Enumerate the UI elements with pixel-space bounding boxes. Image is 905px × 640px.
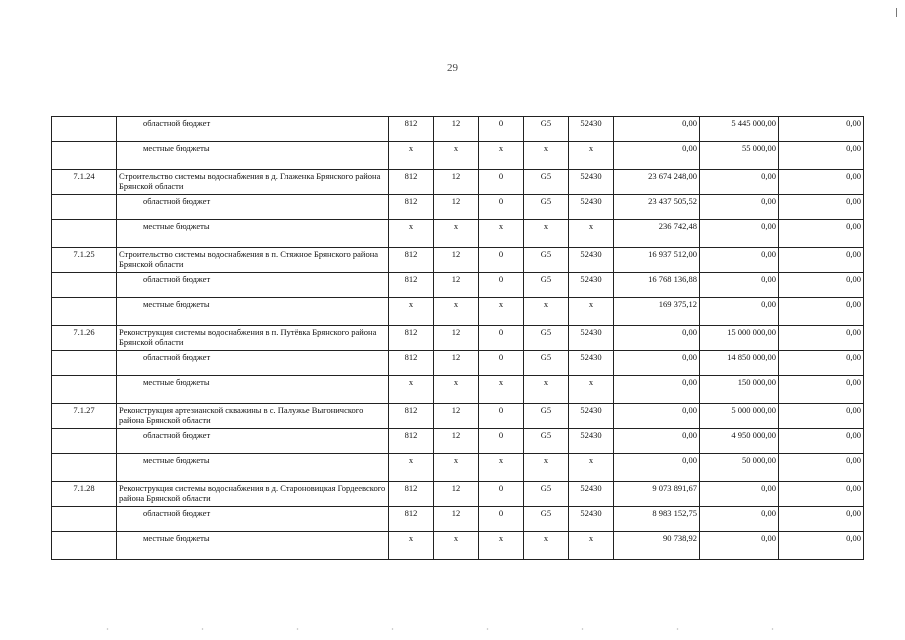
gr-code-cell: x <box>389 298 434 326</box>
program-code-cell: 0 <box>479 170 524 195</box>
budget-source-row <box>52 376 864 404</box>
direction-code-cell: 52430 <box>569 248 614 273</box>
row-name-cell: местные бюджеты <box>117 220 389 248</box>
project-code-cell: G5 <box>524 351 569 376</box>
project-code-cell: G5 <box>524 248 569 273</box>
gr-code-cell: 812 <box>389 429 434 454</box>
amount-1-cell: 0,00 <box>614 351 700 376</box>
scan-corner-mark <box>896 8 897 17</box>
amount-3-cell: 0,00 <box>779 351 864 376</box>
amount-3-cell: 0,00 <box>779 482 864 507</box>
amount-3-cell: 0,00 <box>779 454 864 482</box>
amount-2-cell: 0,00 <box>700 195 779 220</box>
row-number-cell <box>52 532 117 560</box>
budget-source-row <box>52 454 864 482</box>
section-code-cell: 12 <box>434 195 479 220</box>
row-name-cell: Реконструкция системы водоснабжения в п. Путёвка Брянского района Брянской области <box>117 326 389 351</box>
section-code-cell: 12 <box>434 482 479 507</box>
amount-1-cell: 0,00 <box>614 326 700 351</box>
budget-source-row <box>52 142 864 170</box>
gr-code-cell: 812 <box>389 117 434 142</box>
row-name-cell: местные бюджеты <box>117 376 389 404</box>
budget-source-row <box>52 429 864 454</box>
direction-code-cell: 52430 <box>569 195 614 220</box>
project-code-cell: x <box>524 298 569 326</box>
amount-1-cell: 90 738,92 <box>614 532 700 560</box>
section-code-cell: 12 <box>434 273 479 298</box>
gr-code-cell: 812 <box>389 248 434 273</box>
section-code-cell: 12 <box>434 117 479 142</box>
amount-3-cell: 0,00 <box>779 298 864 326</box>
budget-source-row <box>52 117 864 142</box>
row-name-cell: местные бюджеты <box>117 532 389 560</box>
gr-code-cell: x <box>389 532 434 560</box>
direction-code-cell: 52430 <box>569 507 614 532</box>
amount-2-cell: 55 000,00 <box>700 142 779 170</box>
gr-code-cell: x <box>389 454 434 482</box>
gr-code-cell: x <box>389 376 434 404</box>
amount-1-cell: 16 937 512,00 <box>614 248 700 273</box>
direction-code-cell: 52430 <box>569 404 614 429</box>
gr-code-cell: 812 <box>389 507 434 532</box>
budget-source-row <box>52 532 864 560</box>
amount-3-cell: 0,00 <box>779 273 864 298</box>
direction-code-cell: 52430 <box>569 273 614 298</box>
section-code-cell: 12 <box>434 351 479 376</box>
amount-3-cell: 0,00 <box>779 532 864 560</box>
project-code-cell: G5 <box>524 326 569 351</box>
amount-1-cell: 0,00 <box>614 404 700 429</box>
direction-code-cell: 52430 <box>569 170 614 195</box>
program-code-cell: x <box>479 220 524 248</box>
row-name-cell: Реконструкция артезианской скважины в с. Палужье Выгоничского района Брянской области <box>117 404 389 429</box>
budget-source-row <box>52 195 864 220</box>
direction-code-cell: x <box>569 532 614 560</box>
row-name-cell: местные бюджеты <box>117 454 389 482</box>
budget-source-row <box>52 298 864 326</box>
direction-code-cell: 52430 <box>569 351 614 376</box>
amount-3-cell: 0,00 <box>779 404 864 429</box>
amount-2-cell: 15 000 000,00 <box>700 326 779 351</box>
amount-2-cell: 50 000,00 <box>700 454 779 482</box>
amount-2-cell: 0,00 <box>700 170 779 195</box>
project-code-cell: x <box>524 376 569 404</box>
row-number-cell <box>52 454 117 482</box>
amount-3-cell: 0,00 <box>779 170 864 195</box>
program-code-cell: 0 <box>479 429 524 454</box>
amount-2-cell: 0,00 <box>700 482 779 507</box>
project-code-cell: G5 <box>524 482 569 507</box>
project-code-cell: x <box>524 142 569 170</box>
amount-2-cell: 0,00 <box>700 532 779 560</box>
amount-3-cell: 0,00 <box>779 142 864 170</box>
amount-3-cell: 0,00 <box>779 429 864 454</box>
amount-1-cell: 9 073 891,67 <box>614 482 700 507</box>
row-number-cell <box>52 429 117 454</box>
project-code-cell: G5 <box>524 404 569 429</box>
row-name-cell: областной бюджет <box>117 351 389 376</box>
row-number-cell <box>52 220 117 248</box>
row-number-cell <box>52 507 117 532</box>
amount-2-cell: 0,00 <box>700 298 779 326</box>
section-code-cell: 12 <box>434 170 479 195</box>
amount-1-cell: 0,00 <box>614 376 700 404</box>
direction-code-cell: x <box>569 220 614 248</box>
gr-code-cell: x <box>389 142 434 170</box>
amount-2-cell: 0,00 <box>700 248 779 273</box>
section-code-cell: 12 <box>434 404 479 429</box>
project-row <box>52 248 864 273</box>
program-code-cell: x <box>479 142 524 170</box>
project-code-cell: G5 <box>524 507 569 532</box>
gr-code-cell: 812 <box>389 351 434 376</box>
program-code-cell: 0 <box>479 326 524 351</box>
project-code-cell: G5 <box>524 117 569 142</box>
section-code-cell: x <box>434 376 479 404</box>
row-name-cell: Строительство системы водоснабжения в п. Стяжное Брянского района Брянской области <box>117 248 389 273</box>
section-code-cell: 12 <box>434 507 479 532</box>
amount-1-cell: 8 983 152,75 <box>614 507 700 532</box>
row-name-cell: местные бюджеты <box>117 142 389 170</box>
row-name-cell: областной бюджет <box>117 507 389 532</box>
gr-code-cell: 812 <box>389 273 434 298</box>
row-number-cell: 7.1.26 <box>52 326 117 351</box>
program-code-cell: 0 <box>479 248 524 273</box>
amount-1-cell: 169 375,12 <box>614 298 700 326</box>
amount-2-cell: 0,00 <box>700 507 779 532</box>
direction-code-cell: 52430 <box>569 482 614 507</box>
scan-artifact-dots <box>60 628 850 630</box>
row-number-cell <box>52 117 117 142</box>
amount-2-cell: 0,00 <box>700 273 779 298</box>
budget-source-row <box>52 220 864 248</box>
budget-source-row <box>52 507 864 532</box>
project-row <box>52 404 864 429</box>
program-code-cell: 0 <box>479 507 524 532</box>
gr-code-cell: 812 <box>389 170 434 195</box>
row-name-cell: областной бюджет <box>117 273 389 298</box>
project-code-cell: x <box>524 220 569 248</box>
project-row <box>52 482 864 507</box>
amount-1-cell: 0,00 <box>614 142 700 170</box>
amount-1-cell: 0,00 <box>614 454 700 482</box>
project-code-cell: x <box>524 454 569 482</box>
row-number-cell: 7.1.28 <box>52 482 117 507</box>
row-number-cell <box>52 273 117 298</box>
amount-1-cell: 16 768 136,88 <box>614 273 700 298</box>
direction-code-cell: 52430 <box>569 326 614 351</box>
program-code-cell: 0 <box>479 482 524 507</box>
row-number-cell <box>52 142 117 170</box>
direction-code-cell: 52430 <box>569 429 614 454</box>
row-name-cell: Реконструкция системы водоснабжения в д. Староновицкая Гордеевского района Брянской области <box>117 482 389 507</box>
project-code-cell: G5 <box>524 170 569 195</box>
amount-1-cell: 0,00 <box>614 117 700 142</box>
amount-1-cell: 236 742,48 <box>614 220 700 248</box>
amount-2-cell: 0,00 <box>700 220 779 248</box>
project-code-cell: G5 <box>524 195 569 220</box>
project-row <box>52 326 864 351</box>
program-code-cell: x <box>479 532 524 560</box>
row-name-cell: местные бюджеты <box>117 298 389 326</box>
amount-2-cell: 150 000,00 <box>700 376 779 404</box>
row-name-cell: областной бюджет <box>117 195 389 220</box>
row-number-cell: 7.1.24 <box>52 170 117 195</box>
amount-3-cell: 0,00 <box>779 376 864 404</box>
project-code-cell: G5 <box>524 429 569 454</box>
direction-code-cell: 52430 <box>569 117 614 142</box>
row-name-cell: областной бюджет <box>117 429 389 454</box>
amount-3-cell: 0,00 <box>779 507 864 532</box>
amount-1-cell: 23 437 505,52 <box>614 195 700 220</box>
amount-3-cell: 0,00 <box>779 117 864 142</box>
gr-code-cell: 812 <box>389 195 434 220</box>
section-code-cell: 12 <box>434 429 479 454</box>
amount-3-cell: 0,00 <box>779 220 864 248</box>
amount-2-cell: 4 950 000,00 <box>700 429 779 454</box>
gr-code-cell: x <box>389 220 434 248</box>
gr-code-cell: 812 <box>389 482 434 507</box>
amount-2-cell: 5 000 000,00 <box>700 404 779 429</box>
program-code-cell: 0 <box>479 195 524 220</box>
amount-2-cell: 14 850 000,00 <box>700 351 779 376</box>
row-number-cell <box>52 195 117 220</box>
budget-table <box>51 116 864 560</box>
direction-code-cell: x <box>569 298 614 326</box>
amount-2-cell: 5 445 000,00 <box>700 117 779 142</box>
amount-3-cell: 0,00 <box>779 248 864 273</box>
budget-source-row <box>52 351 864 376</box>
project-code-cell: G5 <box>524 273 569 298</box>
project-row <box>52 170 864 195</box>
program-code-cell: x <box>479 298 524 326</box>
direction-code-cell: x <box>569 142 614 170</box>
section-code-cell: x <box>434 454 479 482</box>
row-number-cell <box>52 376 117 404</box>
program-code-cell: 0 <box>479 351 524 376</box>
section-code-cell: x <box>434 142 479 170</box>
direction-code-cell: x <box>569 454 614 482</box>
row-name-cell: Строительство системы водоснабжения в д. Глаженка Брянского района Брянской области <box>117 170 389 195</box>
section-code-cell: x <box>434 298 479 326</box>
page-number: 29 <box>447 62 458 74</box>
row-number-cell: 7.1.27 <box>52 404 117 429</box>
row-number-cell: 7.1.25 <box>52 248 117 273</box>
amount-1-cell: 0,00 <box>614 429 700 454</box>
row-name-cell: областной бюджет <box>117 117 389 142</box>
amount-1-cell: 23 674 248,00 <box>614 170 700 195</box>
gr-code-cell: 812 <box>389 404 434 429</box>
amount-3-cell: 0,00 <box>779 195 864 220</box>
budget-source-row <box>52 273 864 298</box>
row-number-cell <box>52 298 117 326</box>
program-code-cell: 0 <box>479 273 524 298</box>
gr-code-cell: 812 <box>389 326 434 351</box>
program-code-cell: x <box>479 376 524 404</box>
project-code-cell: x <box>524 532 569 560</box>
program-code-cell: 0 <box>479 404 524 429</box>
program-code-cell: x <box>479 454 524 482</box>
budget-table-body <box>52 117 864 560</box>
section-code-cell: 12 <box>434 326 479 351</box>
section-code-cell: 12 <box>434 248 479 273</box>
program-code-cell: 0 <box>479 117 524 142</box>
amount-3-cell: 0,00 <box>779 326 864 351</box>
row-number-cell <box>52 351 117 376</box>
section-code-cell: x <box>434 220 479 248</box>
direction-code-cell: x <box>569 376 614 404</box>
section-code-cell: x <box>434 532 479 560</box>
